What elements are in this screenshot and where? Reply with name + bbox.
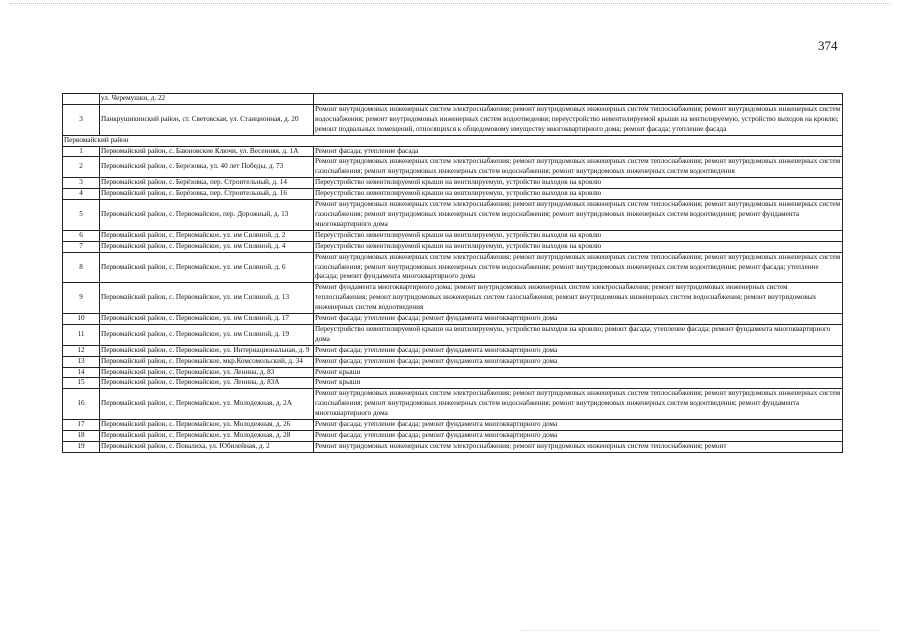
table-row bbox=[63, 241, 843, 252]
table-row bbox=[63, 345, 843, 356]
works-cell: Переустройство невентилируемой крыши на вентилируемую, устройство выходов на кровлю; ремонт фасада; утепление фасада; ремонт фундамента многоквартирного дома bbox=[314, 324, 843, 345]
address-cell: Первомайский район, с. Первомайское, ул. им Силиной, д. 17 bbox=[100, 314, 314, 325]
table-row bbox=[63, 104, 843, 135]
address-cell: Первомайский район, с. Первомайское, ул. им Силиной, д. 2 bbox=[100, 230, 314, 241]
region-header-row bbox=[63, 135, 843, 146]
works-cell: Переустройство невентилируемой крыши на вентилируемую, устройство выходов на кровлю bbox=[314, 189, 843, 200]
address-cell: Первомайский район, с. Баюновские Ключи, ул. Весенняя, д. 1А bbox=[100, 146, 314, 157]
table-row bbox=[63, 189, 843, 200]
works-cell: Ремонт фасада; утепление фасада; ремонт фундамента многоквартирного дома bbox=[314, 356, 843, 367]
row-number-cell: 7 bbox=[63, 241, 100, 252]
table-row bbox=[63, 283, 843, 314]
table-row bbox=[63, 94, 843, 105]
table-row bbox=[63, 146, 843, 157]
row-number-cell: 2 bbox=[63, 157, 100, 178]
table-row bbox=[63, 157, 843, 178]
works-cell: Ремонт внутридомовых инженерных систем электроснабжения; ремонт внутридомовых инженерных систем теплоснабжения; ремонт внутридомовых инженерных систем газоснабжения; ремонт внутридомовых инженерных систем водоснабжения; ремонт внутридомовых инженерных систем водоотведения; ремонт фасада; утепление фасада; ремонт фундамента многоквартирного дома bbox=[314, 252, 843, 283]
address-cell: Первомайский район, с. Первомайское, мкр.Комсомольский, д. 34 bbox=[100, 356, 314, 367]
works-cell: Ремонт внутридомовых инженерных систем электроснабжения; ремонт внутридомовых инженерных систем теплоснабжения; ремонт внутридомовых инженерных систем газоснабжения; ремонт внутридомовых инженерных систем водоснабжения; ремонт внутридомовых инженерных систем водоотведения; ремонт фундамента многоквартирного дома bbox=[314, 389, 843, 420]
page-number: 374 bbox=[818, 38, 838, 53]
address-cell: Первомайский район, с. Первомайское, ул. им Силиной, д. 6 bbox=[100, 252, 314, 283]
works-cell: Переустройство невентилируемой крыши на вентилируемую, устройство выходов на кровлю bbox=[314, 230, 843, 241]
row-number-cell: 5 bbox=[63, 200, 100, 231]
table-row bbox=[63, 200, 843, 231]
row-number-cell: 19 bbox=[63, 441, 100, 452]
address-cell: Первомайский район, с. Первомайское, ул. им Силиной, д. 19 bbox=[100, 324, 314, 345]
row-number-cell: 9 bbox=[63, 283, 100, 314]
works-cell: Ремонт крыши bbox=[314, 378, 843, 389]
row-number-cell: 8 bbox=[63, 252, 100, 283]
address-cell: Первомайский район, с. Первомайское, ул. Ленина, д. 83 bbox=[100, 367, 314, 378]
row-number-cell: 13 bbox=[63, 356, 100, 367]
works-cell: Ремонт внутридомовых инженерных систем электроснабжения; ремонт внутридомовых инженерных систем теплоснабжения; ремонт внутридомовых инженерных систем водоснабжения; ремонт внутридомовых инженерных систем водоотведения; переустройство невентилируемой крыши на вентилируемую, устройство выходов на кровлю; ремонт подвальных помещений, относящихся к общедомовому имуществу многоквартирного дома; ремонт фасада; утепление фасада bbox=[314, 104, 843, 135]
address-cell: Первомайский район, с. Первомайское, ул. Молодежная, д. 26 bbox=[100, 420, 314, 431]
address-cell: Первомайский район, с. Берёзовка, пер. Строительный, д. 16 bbox=[100, 189, 314, 200]
row-number-cell: 3 bbox=[63, 104, 100, 135]
works-cell: Ремонт фасада; утепление фасада; ремонт фундамента многоквартирного дома bbox=[314, 420, 843, 431]
table-row bbox=[63, 230, 843, 241]
works-cell: Ремонт фасада; утепление фасада bbox=[314, 146, 843, 157]
works-cell: Переустройство невентилируемой крыши на вентилируемую, устройство выходов на кровлю bbox=[314, 178, 843, 189]
address-cell: Первомайский район, с. Первомайское, ул. им Силиной, д. 13 bbox=[100, 283, 314, 314]
table-row bbox=[63, 178, 843, 189]
table-body bbox=[63, 94, 843, 453]
address-cell: Первомайский район, с. Первомайское, ул. Ленина, д. 83А bbox=[100, 378, 314, 389]
table-row bbox=[63, 389, 843, 420]
works-cell: Ремонт внутридомовых инженерных систем электроснабжения; ремонт внутридомовых инженерных систем теплоснабжения; ремонт внутридомовых инженерных систем газоснабжения; ремонт внутридомовых инженерных систем водоснабжения; ремонт внутридомовых инженерных систем водоотведения; ремонт фундамента многоквартирного дома bbox=[314, 200, 843, 231]
table-row bbox=[63, 420, 843, 431]
address-cell: Панкрушихинский район, ст. Световская, ул. Станционная, д. 20 bbox=[100, 104, 314, 135]
row-number-cell: 14 bbox=[63, 367, 100, 378]
works-cell: Ремонт внутридомовых инженерных систем электроснабжения; ремонт внутридомовых инженерных систем теплоснабжения; ремонт bbox=[314, 441, 843, 452]
table-row bbox=[63, 378, 843, 389]
address-cell: Первомайский район, с. Первомайское, ул. Молодежная, д. 2А bbox=[100, 389, 314, 420]
row-number-cell: 10 bbox=[63, 314, 100, 325]
table-row bbox=[63, 356, 843, 367]
address-cell: Первомайский район, с. Первомайское, пер. Дорожный, д. 13 bbox=[100, 200, 314, 231]
repair-works-table bbox=[62, 93, 843, 453]
row-number-cell: 11 bbox=[63, 324, 100, 345]
works-cell: Ремонт фасада; утепление фасада; ремонт фундамента многоквартирного дома bbox=[314, 345, 843, 356]
works-cell: Ремонт фасада; утепление фасада; ремонт фундамента многоквартирного дома bbox=[314, 314, 843, 325]
row-number-cell: 1 bbox=[63, 146, 100, 157]
address-cell: Первомайский район, с. Первомайское, ул. Интернациональная, д. 9 bbox=[100, 345, 314, 356]
works-cell: Переустройство невентилируемой крыши на вентилируемую, устройство выходов на кровлю bbox=[314, 241, 843, 252]
region-label: Первомайский район bbox=[63, 135, 843, 146]
row-number-cell: 6 bbox=[63, 230, 100, 241]
row-number-cell: 3 bbox=[63, 178, 100, 189]
scan-top-edge bbox=[10, 3, 890, 4]
table-row bbox=[63, 252, 843, 283]
table-row bbox=[63, 314, 843, 325]
works-cell: Ремонт внутридомовых инженерных систем электроснабжения; ремонт внутридомовых инженерных систем теплоснабжения; ремонт внутридомовых инженерных систем газоснабжения; ремонт внутридомовых инженерных систем водоснабжения; ремонт внутридомовых инженерных систем водоотведения bbox=[314, 157, 843, 178]
table-row bbox=[63, 367, 843, 378]
row-number-cell: 4 bbox=[63, 189, 100, 200]
address-cell: Первомайский район, с. Повалиха, ул. Юбилейная, д. 2 bbox=[100, 441, 314, 452]
table-row bbox=[63, 431, 843, 442]
row-number-cell: 12 bbox=[63, 345, 100, 356]
works-cell: Ремонт фундамента многоквартирного дома; ремонт внутридомовых инженерных систем электроснабжения; ремонт внутридомовых инженерных систем теплоснабжения; ремонт внутридомовых инженерных систем газоснабжения; ремонт внутридомовых инженерных систем водоснабжения; ремонт внутридомовых инженерных систем водоотведения bbox=[314, 283, 843, 314]
address-cell: Первомайский район, с. Первомайское, ул. им Силиной, д. 4 bbox=[100, 241, 314, 252]
row-number-cell: 17 bbox=[63, 420, 100, 431]
scan-bottom-edge bbox=[520, 630, 880, 631]
works-cell: Ремонт фасада; утепление фасада; ремонт фундамента многоквартирного дома bbox=[314, 431, 843, 442]
works-cell bbox=[314, 94, 843, 105]
row-number-cell bbox=[63, 94, 100, 105]
row-number-cell: 16 bbox=[63, 389, 100, 420]
table-row bbox=[63, 324, 843, 345]
address-cell: Первомайский район, с. Березовка, ул. 40 лет Победы, д. 73 bbox=[100, 157, 314, 178]
address-cell: Первомайский район, с. Берёзовка, пер. Строительный, д. 14 bbox=[100, 178, 314, 189]
row-number-cell: 18 bbox=[63, 431, 100, 442]
works-cell: Ремонт крыши bbox=[314, 367, 843, 378]
table-row bbox=[63, 441, 843, 452]
row-number-cell: 15 bbox=[63, 378, 100, 389]
address-cell: Первомайский район, с. Первомайское, ул. Молодежная, д. 28 bbox=[100, 431, 314, 442]
address-cell: ул. Черемушки, д. 22 bbox=[100, 94, 314, 105]
